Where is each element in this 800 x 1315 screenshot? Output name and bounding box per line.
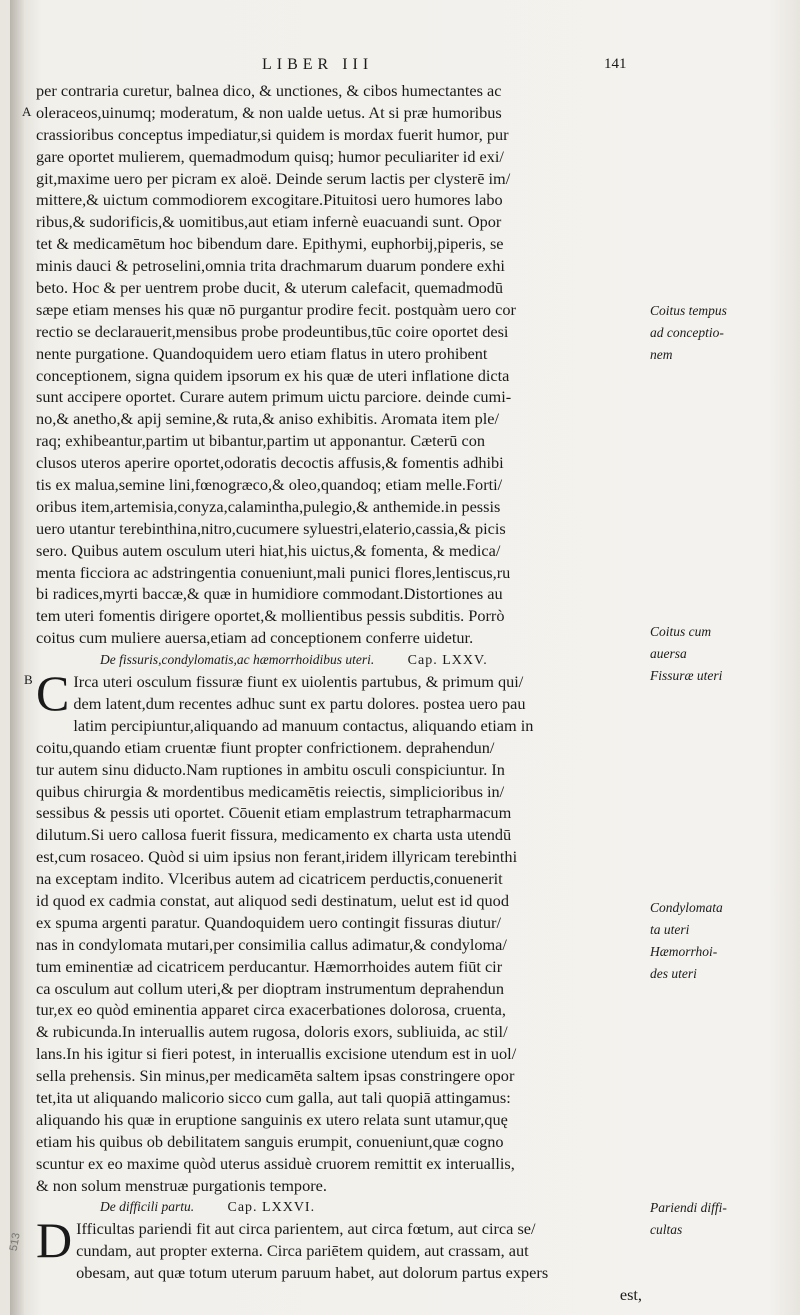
text-line: tis ex malua,semine lini,fœnogræco,& oleo,quandoq; etiam melle.Forti/ [36,475,503,495]
text-line: sella prehensis. Sin minus,per medicamēta saltem ipsas constringere opor [36,1066,515,1086]
margin-note-line: Coitus tempus [650,303,727,318]
margin-note-line: Pariendi diffi- [650,1200,727,1215]
text-line: coitu,quando etiam cruentæ fiunt propter confrictionem. deprahendun/ [36,737,495,757]
text-line: cundam, aut propter externa. Circa pariētem quidem, aut crassam, aut [76,1241,529,1261]
text-line: no,& anetho,& apij semine,& ruta,& aniso exhibitis. Aromata item ple/ [36,409,500,429]
text-line: rectio se declarauerit,mensibus probe prodeuntibus,tūc coire oportet desi [36,321,509,341]
library-mark: 513 [7,1231,23,1253]
text-line: ex spuma argenti paratur. Quandoquidem uero contingit fissuras diutur/ [36,912,501,932]
section-heading [36,1196,646,1218]
text-line: menta ficciora ac adstringentia conueniunt,mali punici flores,lentiscus,ru [36,562,511,582]
margin-note-line: Condylomata [650,900,723,915]
margin-note-line: ta uteri [650,921,690,937]
text-line: tum eminentiæ ad cicatricem perducantur. Hæmorrhoides autem fiūt cir [36,956,503,976]
opening-lines [36,665,646,722]
section-title: De fissuris,condylomatis,ac hæmorrhoidibus uteri. [100,652,375,668]
text-line: sessibus & pessis uti oportet. Cōuenit etiam emplastrum tetrapharmacum [36,803,512,823]
main-text [36,80,646,1306]
text-line: per contraria curetur, balnea dico, & unctiones, & cibos humectantes ac [36,81,502,100]
margin-note-line: Coitus cum [650,624,712,639]
text-line: scuntur ex eo maxime quòd uterus assiduè cruorem remittit ex interuallis, [36,1153,515,1173]
text-line: dilutum.Si uero callosa fuerit fissura, medicamento ex charta usta utendū [36,825,512,845]
section-3-opening [36,1212,646,1269]
text-line: aliquando his quæ in eruptione sanguinis ex utero relata sunt utamur,quę [36,1109,508,1129]
opening-lines [36,1212,646,1269]
text-line: oribus item,artemisia,conyza,calamintha,pulegio,& anthemide.in pessis [36,496,501,516]
page-gutter [7,0,24,1315]
text-line: & non solum menstruæ purgationis tempore. [36,1175,327,1195]
margin-note-line: cultas [650,1221,683,1237]
text-line: uero utantur terebinthina,nitro,cucumere syluestri,elaterio,cassia,& picis [36,518,506,538]
text-line: tet,ita ut aliquando malicorio sicco cum galla, aut tali quopiā attingamus: [36,1087,511,1107]
text-line: ca osculum aut collum uteri,& per dioptram instrumentum deprahendun [36,978,504,998]
text-line: minis dauci & petroselini,omnia trita drachmarum duarum pondere exhi [36,256,505,276]
margin-note-line: ad conceptio- [650,324,724,340]
margin-note [650,941,790,985]
text-line: Irca uteri osculum fissuræ fiunt ex uiolentis partubus, & primum qui/ [73,672,524,692]
text-line: oleraceos,uinumq; moderatum, & non ualde uetus. At si præ humoribus [36,102,502,122]
text-line: quibus chirurgia & mordentibus medicamētis reiectis, simplicioribus in/ [36,781,505,801]
chapter-number: Cap. LXXVI. [227,1200,316,1216]
text-line: lans.In his igitur si fieri potest, in interuallis excisione utendum est in uol/ [36,1044,517,1064]
text-line: est,cum rosaceo. Quòd si uim ipsius non ferant,iridem illyricam terebinthi [36,847,518,867]
margin-note [650,897,790,941]
margin-note-line: Fissuræ uteri [650,668,723,683]
text-line: etiam his quibus ob debilitatem sanguis erumpit, conueniunt,quæ cogno [36,1131,504,1151]
text-line: obesam, aut quæ totum uterum paruum habet, aut dolorum partus expers [76,1263,549,1283]
drop-cap: C [36,665,70,722]
section-heading [36,649,646,671]
text-line: conceptionem, signa quidem ipsorum ex his quæ de uteri inflatione dicta [36,365,510,385]
text-line: dem latent,dum recentes adhuc sunt ex partu dolores. postea uero pau [73,693,526,713]
text-line: mittere,& uictum commodiorem excogitare.Pituitosi uero humores labo [36,190,503,210]
text-line: beto. Hoc & per uentrem probe ducit, & uterum calefacit, quemadmodū [36,278,504,298]
paragraph-1 [36,80,646,649]
text-line: sero. Quibus autem osculum uteri hiat,his uictus,& fomenta, & medica/ [36,540,501,560]
margin-note [650,621,790,665]
chapter-number: Cap. LXXV. [407,653,488,669]
text-line: crassioribus conceptus impediatur,si quidem is mordax fuerit humor, pur [36,124,509,144]
section-2-body [36,715,646,1197]
text-line: sunt accipere oportet. Curare autem primum uictu parciore. deinde cumi- [36,387,512,407]
running-head [0,56,800,78]
text-line: tur autem sinu diducto.Nam ruptiones in ambitu osculi conspiciuntur. In [36,759,505,779]
text-line: Ifficultas pariendi fit aut circa parientem, aut circa fœtum, aut circa se/ [76,1219,536,1239]
text-line: latim percipiuntur,aliquando ad manuum contactus, aliquando etiam in [73,715,534,735]
margin-note [650,1197,790,1241]
paragraph-mark-b: B [24,672,33,687]
text-line: coitus cum muliere auersa,etiam ad conceptionem conferre uidetur. [36,628,474,648]
margin-note [650,300,790,366]
drop-cap: D [36,1212,73,1269]
margin-note-line: des uteri [650,965,697,981]
section-2-opening [36,665,646,722]
text-line: & rubicunda.In interuallis autem rugosa, doloris exors, subliuida, ac stil/ [36,1022,508,1042]
text-line: ribus,& sudorificis,& uomitibus,aut etiam infernè euacuandi sunt. Opor [36,212,502,232]
margin-note-line: nem [650,346,673,362]
text-line: nente purgatione. Quandoquidem uero etiam flatus in utero prohibent [36,343,488,363]
text-line: git,maxime uero per picram ex aloë. Deinde serum lactis per clysterē im/ [36,168,511,188]
section-title: De difficili partu. [100,1199,195,1215]
page-number: 141 [604,56,627,72]
margin-note-line: Hæmorrhoi- [650,944,718,959]
text-line: id quod ex cadmia constat, aut aliquod sedi destinatum, uelut est id quod [36,890,509,910]
text-line: tur,ex eo quòd eminentia apparet circa exacerbationes dolorosa, cruenta, [36,1000,506,1020]
margin-note-line: auersa [650,645,687,661]
text-line: raq; exhibeantur,partim ut bibantur,partim ut apponantur. Cæterū con [36,431,486,451]
text-line: nas in condylomata mutari,per consimilia callus adimatur,& condyloma/ [36,934,507,954]
text-line: na exceptam indito. Vlceribus autem ad cicatricem perductis,conuenerit [36,869,503,889]
text-line: tet & medicamētum hoc bibendum dare. Epithymi, euphorbij,piperis, se [36,234,504,254]
book-title: LIBER III [262,56,374,73]
text-line: tem uteri fomentis dirigere oportet,& mollientibus pessis subditis. Porrò [36,606,505,626]
text-line: gare oportet mulierem, quemadmodum quisq; humor peculiariter id exi/ [36,146,504,166]
text-line: sæpe etiam menses his quæ nō purgantur prodire fecit. postquàm uero cor [36,299,516,319]
section-3-body [36,1262,646,1284]
text-line: bi radices,myrti baccæ,& quæ in humidiore commodant.Distortiones au [36,584,503,604]
margin-note [650,665,790,687]
paragraph-mark-a: A [22,104,32,119]
text-line: clusos uteros aperire oportet,odoratis decoctis affusis,& fomentis adhibi [36,453,504,473]
catchword: est, [619,1284,642,1304]
